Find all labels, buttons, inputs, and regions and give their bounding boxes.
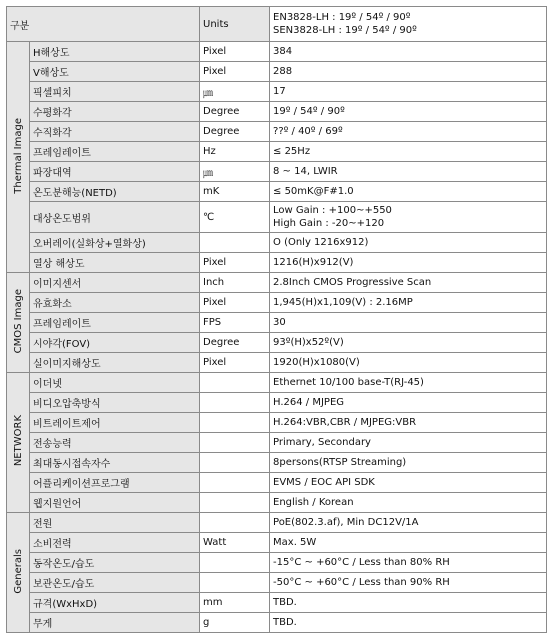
spec-label: 전송능력 bbox=[30, 433, 200, 453]
spec-row bbox=[7, 313, 547, 333]
spec-value-line: 8persons(RTSP Streaming) bbox=[273, 457, 407, 468]
spec-label: 소비전력 bbox=[30, 533, 200, 553]
spec-value bbox=[270, 493, 547, 513]
spec-unit: Pixel bbox=[200, 62, 270, 82]
spec-value-line: Ethernet 10/100 base-T(RJ-45) bbox=[273, 377, 424, 388]
spec-unit bbox=[200, 453, 270, 473]
spec-row bbox=[7, 293, 547, 313]
spec-value-line: H.264:VBR,CBR / MJPEG:VBR bbox=[273, 417, 417, 428]
spec-label: 프레임레이트 bbox=[30, 313, 200, 333]
spec-unit: g bbox=[200, 613, 270, 633]
spec-value bbox=[270, 413, 547, 433]
spec-unit: Inch bbox=[200, 273, 270, 293]
spec-unit bbox=[200, 473, 270, 493]
spec-value-line: PoE(802.3.af), Min DC12V/1A bbox=[273, 517, 419, 528]
spec-unit bbox=[200, 573, 270, 593]
spec-value bbox=[270, 513, 547, 533]
spec-unit: Watt bbox=[200, 533, 270, 553]
spec-value-line: 384 bbox=[273, 46, 293, 57]
spec-row bbox=[7, 493, 547, 513]
spec-label: 전원 bbox=[30, 513, 200, 533]
spec-row bbox=[7, 393, 547, 413]
spec-unit: FPS bbox=[200, 313, 270, 333]
spec-value bbox=[270, 142, 547, 162]
group-label: Thermal Image bbox=[12, 117, 24, 194]
spec-label: 픽셀피치 bbox=[30, 82, 200, 102]
spec-value-line: H.264 / MJPEG bbox=[273, 397, 345, 408]
spec-row bbox=[7, 553, 547, 573]
spec-value-line: 30 bbox=[273, 317, 286, 328]
spec-value bbox=[270, 573, 547, 593]
spec-value-line: Low Gain : +100~+550 bbox=[273, 205, 392, 216]
spec-unit bbox=[200, 493, 270, 513]
spec-unit: mm bbox=[200, 593, 270, 613]
spec-row bbox=[7, 353, 547, 373]
spec-row bbox=[7, 613, 547, 633]
spec-row bbox=[7, 573, 547, 593]
spec-value bbox=[270, 433, 547, 453]
spec-label: 동작온도/습도 bbox=[30, 553, 200, 573]
spec-unit: ℃ bbox=[200, 202, 270, 233]
spec-unit: Pixel bbox=[200, 293, 270, 313]
spec-table-body bbox=[7, 7, 547, 633]
spec-value bbox=[270, 122, 547, 142]
spec-value-line: TBD. bbox=[273, 617, 297, 628]
group-label: NETWORK bbox=[12, 415, 24, 467]
spec-value bbox=[270, 553, 547, 573]
spec-label: 대상온도범위 bbox=[30, 202, 200, 233]
spec-label: H해상도 bbox=[30, 42, 200, 62]
spec-unit bbox=[200, 553, 270, 573]
spec-value bbox=[270, 353, 547, 373]
spec-value-line: O (Only 1216x912) bbox=[273, 237, 369, 248]
spec-row bbox=[7, 142, 547, 162]
spec-value bbox=[270, 253, 547, 273]
spec-label: 오버레이(실화상+열화상) bbox=[30, 233, 200, 253]
spec-value bbox=[270, 42, 547, 62]
spec-value-line: 8 ~ 14, LWIR bbox=[273, 166, 338, 177]
spec-row bbox=[7, 433, 547, 453]
spec-row bbox=[7, 233, 547, 253]
spec-value bbox=[270, 182, 547, 202]
spec-unit: Pixel bbox=[200, 353, 270, 373]
spec-row bbox=[7, 413, 547, 433]
spec-value bbox=[270, 393, 547, 413]
spec-value-line: 93º(H)x52º(V) bbox=[273, 337, 344, 348]
header-models bbox=[270, 7, 547, 42]
spec-label: 실이미지해상도 bbox=[30, 353, 200, 373]
spec-row bbox=[7, 373, 547, 393]
spec-value bbox=[270, 453, 547, 473]
spec-row bbox=[7, 593, 547, 613]
spec-value bbox=[270, 62, 547, 82]
spec-row bbox=[7, 202, 547, 233]
header-row bbox=[7, 7, 547, 42]
spec-value bbox=[270, 613, 547, 633]
spec-value-line: -15°C ~ +60°C / Less than 80% RH bbox=[273, 557, 450, 568]
spec-value-line: -50°C ~ +60°C / Less than 90% RH bbox=[273, 577, 450, 588]
spec-unit bbox=[200, 513, 270, 533]
header-model-1: EN3828-LH : 19º / 54º / 90º bbox=[273, 12, 411, 23]
spec-unit bbox=[200, 393, 270, 413]
spec-value-line: 288 bbox=[273, 66, 293, 77]
spec-unit: mK bbox=[200, 182, 270, 202]
group-label-cell bbox=[7, 273, 30, 373]
spec-label: 열상 해상도 bbox=[30, 253, 200, 273]
spec-label: 시야각(FOV) bbox=[30, 333, 200, 353]
spec-value-line: 1920(H)x1080(V) bbox=[273, 357, 360, 368]
spec-label: 웹지원언어 bbox=[30, 493, 200, 513]
spec-unit: ㎛ bbox=[200, 162, 270, 182]
group-label-cell bbox=[7, 513, 30, 633]
spec-value bbox=[270, 473, 547, 493]
spec-value-line: Primary, Secondary bbox=[273, 437, 371, 448]
group-label: CMOS Image bbox=[12, 288, 24, 354]
spec-row bbox=[7, 533, 547, 553]
spec-unit bbox=[200, 413, 270, 433]
spec-unit bbox=[200, 233, 270, 253]
spec-unit bbox=[200, 433, 270, 453]
spec-value bbox=[270, 533, 547, 553]
spec-unit: Hz bbox=[200, 142, 270, 162]
spec-value bbox=[270, 102, 547, 122]
spec-value bbox=[270, 373, 547, 393]
spec-value-line: 2.8Inch CMOS Progressive Scan bbox=[273, 277, 432, 288]
spec-value-line: 1216(H)x912(V) bbox=[273, 257, 354, 268]
spec-value bbox=[270, 233, 547, 253]
spec-value bbox=[270, 593, 547, 613]
spec-value-line: ??º / 40º / 69º bbox=[273, 126, 343, 137]
spec-row bbox=[7, 473, 547, 493]
spec-row bbox=[7, 42, 547, 62]
spec-value bbox=[270, 202, 547, 233]
spec-unit: Pixel bbox=[200, 42, 270, 62]
spec-value bbox=[270, 293, 547, 313]
spec-label: 비디오압축방식 bbox=[30, 393, 200, 413]
spec-label: 유효화소 bbox=[30, 293, 200, 313]
spec-value bbox=[270, 333, 547, 353]
group-label: Generals bbox=[12, 548, 24, 594]
header-model-2: SEN3828-LH : 19º / 54º / 90º bbox=[273, 25, 417, 36]
spec-label: 규격(WxHxD) bbox=[30, 593, 200, 613]
spec-value bbox=[270, 273, 547, 293]
spec-row bbox=[7, 273, 547, 293]
spec-row bbox=[7, 162, 547, 182]
spec-row bbox=[7, 62, 547, 82]
spec-label: 수직화각 bbox=[30, 122, 200, 142]
spec-label: 온도분해능(NETD) bbox=[30, 182, 200, 202]
spec-value bbox=[270, 162, 547, 182]
spec-label: 어플리케이션프로그램 bbox=[30, 473, 200, 493]
header-unit: Units bbox=[200, 7, 270, 42]
spec-row bbox=[7, 122, 547, 142]
spec-value-line: 17 bbox=[273, 86, 286, 97]
spec-value-line: Max. 5W bbox=[273, 537, 317, 548]
spec-value-line: EVMS / EOC API SDK bbox=[273, 477, 375, 488]
group-label-cell bbox=[7, 42, 30, 273]
spec-label: 이미지센서 bbox=[30, 273, 200, 293]
spec-value-line: 19º / 54º / 90º bbox=[273, 106, 345, 117]
spec-label: 보관온도/습도 bbox=[30, 573, 200, 593]
spec-value-line: 1,945(H)x1,109(V) : 2.16MP bbox=[273, 297, 413, 308]
spec-label: V해상도 bbox=[30, 62, 200, 82]
spec-value-line: ≤ 50mK@F#1.0 bbox=[273, 186, 354, 197]
spec-label: 이더넷 bbox=[30, 373, 200, 393]
spec-unit: ㎛ bbox=[200, 82, 270, 102]
spec-value bbox=[270, 82, 547, 102]
spec-unit: Degree bbox=[200, 102, 270, 122]
spec-label: 비트레이트제어 bbox=[30, 413, 200, 433]
spec-label: 파장대역 bbox=[30, 162, 200, 182]
spec-row bbox=[7, 453, 547, 473]
spec-label: 수평화각 bbox=[30, 102, 200, 122]
spec-row bbox=[7, 182, 547, 202]
spec-value bbox=[270, 313, 547, 333]
spec-row bbox=[7, 253, 547, 273]
spec-unit bbox=[200, 373, 270, 393]
spec-row bbox=[7, 513, 547, 533]
spec-table bbox=[6, 6, 547, 633]
spec-unit: Pixel bbox=[200, 253, 270, 273]
spec-row bbox=[7, 333, 547, 353]
spec-value-line: English / Korean bbox=[273, 497, 354, 508]
spec-row bbox=[7, 102, 547, 122]
spec-unit: Degree bbox=[200, 333, 270, 353]
spec-label: 무게 bbox=[30, 613, 200, 633]
spec-row bbox=[7, 82, 547, 102]
spec-value-line: ≤ 25Hz bbox=[273, 146, 311, 157]
spec-value-line: High Gain : -20~+120 bbox=[273, 218, 385, 229]
spec-unit: Degree bbox=[200, 122, 270, 142]
group-label-cell bbox=[7, 373, 30, 513]
header-label: 구분 bbox=[7, 7, 200, 42]
spec-label: 프레임레이트 bbox=[30, 142, 200, 162]
spec-label: 최대동시접속자수 bbox=[30, 453, 200, 473]
spec-value-line: TBD. bbox=[273, 597, 297, 608]
